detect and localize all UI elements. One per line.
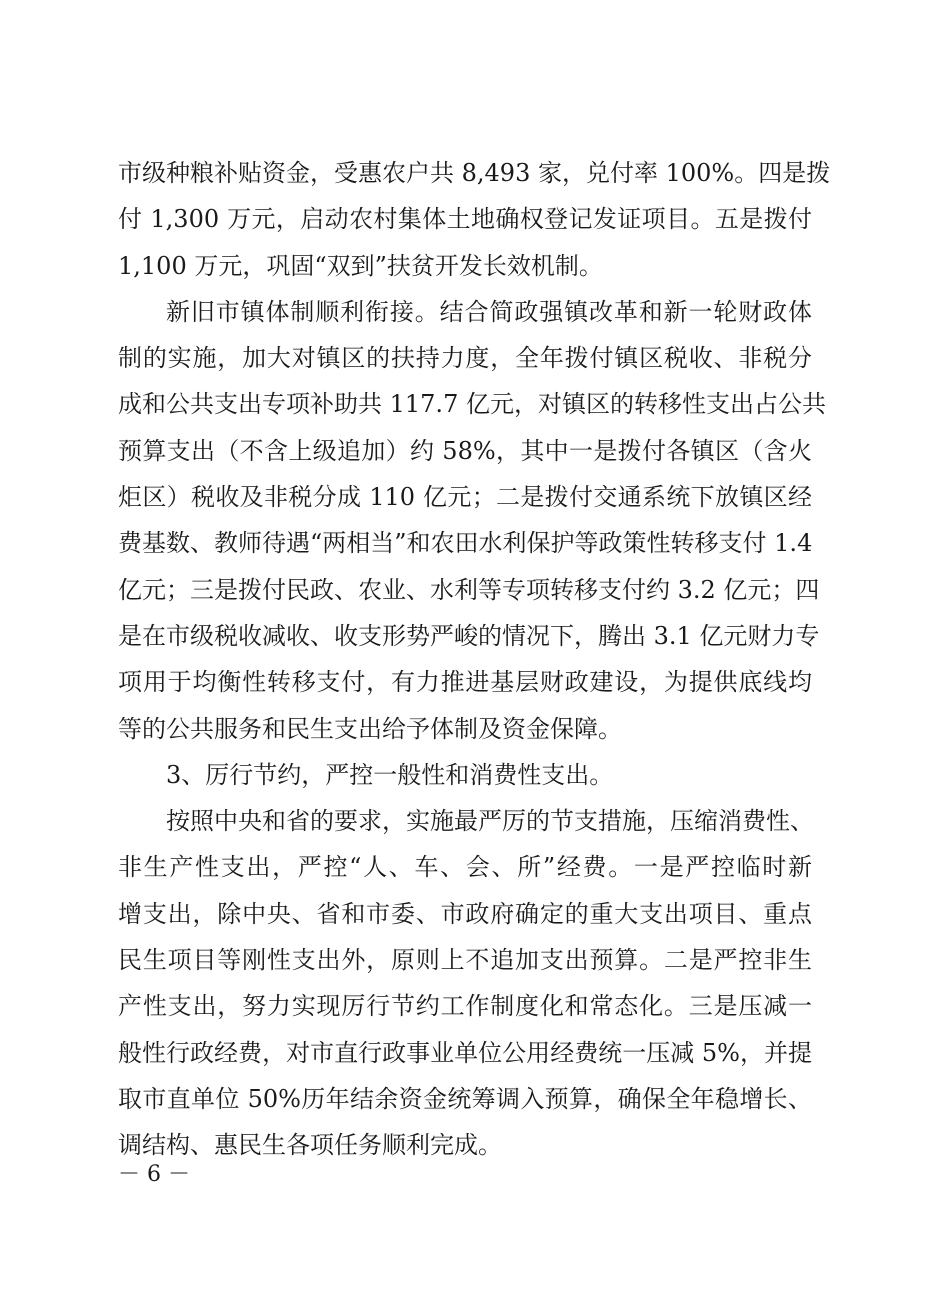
- text-line: 按照中央和省的要求，实施最严厉的节支措施，压缩消费性、: [166, 807, 814, 836]
- text-line: 是在市级税收减收、收支形势严峻的情况下，腾出 3.1 亿元财力专: [118, 621, 820, 650]
- heading-line: 3、厉行节约，严控一般性和消费性支出。: [166, 760, 614, 789]
- text-line: 般性行政经费，对市直行政事业单位公用经费统一压减 5%，并提: [118, 1038, 812, 1067]
- text-line: 增支出，除中央、省和市委、市政府确定的重大支出项目、重点: [118, 899, 812, 928]
- text-line: 民生项目等刚性支出外，原则上不追加支出预算。二是严控非生: [118, 946, 812, 975]
- page-number: － 6 －: [118, 1162, 190, 1187]
- paragraph-town-system: [118, 289, 826, 752]
- text-line: 1,100 万元，巩固“双到”扶贫开发长效机制。: [118, 251, 603, 280]
- document-body: [118, 150, 831, 1169]
- text-line: 成和公共支出专项补助共 117.7 亿元，对镇区的转移性支出占公共: [118, 390, 826, 419]
- text-line: 亿元；三是拨付民政、农业、水利等专项转移支付约 3.2 亿元；四: [118, 575, 820, 604]
- paragraph-subsidy-continued: [118, 150, 831, 289]
- text-line: 非生产性支出，严控“人、车、会、所”经费。一是严控临时新: [118, 853, 812, 882]
- text-line: 项用于均衡性转移支付，有力推进基层财政建设，为提供底线均: [118, 668, 812, 697]
- text-line: 新旧市镇体制顺利衔接。结合简政强镇改革和新一轮财政体: [166, 297, 812, 326]
- text-line: 取市直单位 50%历年结余资金统筹调入预算，确保全年稳增长、: [118, 1084, 812, 1113]
- text-line: 费基数、教师待遇“两相当”和农田水利保护等政策性转移支付 1.4: [118, 529, 813, 558]
- text-line: 炬区）税收及非税分成 110 亿元；二是拨付交通系统下放镇区经: [118, 483, 812, 512]
- text-line: 产性支出，努力实现厉行节约工作制度化和常态化。三是压减一: [118, 992, 812, 1021]
- text-line: 调结构、惠民生各项任务顺利完成。: [118, 1131, 502, 1160]
- text-line: 等的公共服务和民生支出给予体制及资金保障。: [118, 714, 622, 743]
- text-line: 付 1,300 万元，启动农村集体土地确权登记发证项目。五是拨付: [118, 205, 812, 234]
- paragraph-austerity: [118, 798, 812, 1168]
- section-heading: [118, 752, 812, 798]
- text-line: 预算支出（不含上级追加）约 58%，其中一是拨付各镇区（含火: [118, 436, 812, 465]
- text-line: 制的实施，加大对镇区的扶持力度，全年拨付镇区税收、非税分: [118, 344, 812, 373]
- text-line: 市级种粮补贴资金，受惠农户共 8,493 家，兑付率 100%。四是拨: [118, 159, 831, 187]
